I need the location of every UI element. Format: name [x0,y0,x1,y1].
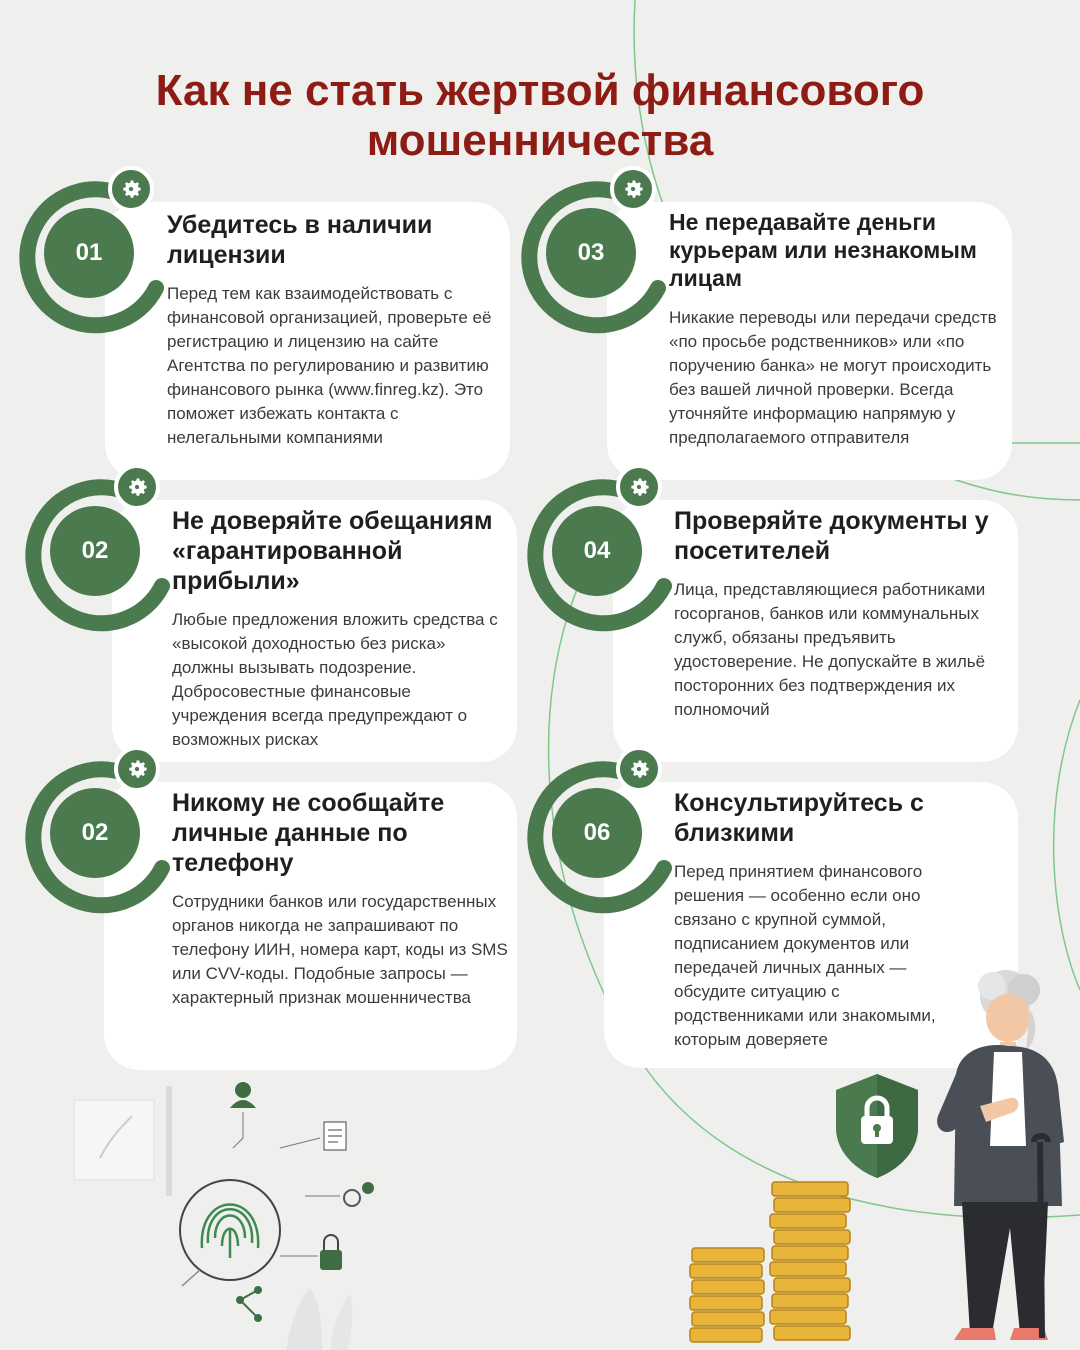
badge-number: 03 [546,208,636,298]
tip-card-title: Не доверяйте обещаниям «гарантированной прибыли» [172,507,493,595]
tip-card-body: Любые предложения вложить средства с «высокой доходностью без риска» должны вызывать подозрение. Добросовестные финансовые учреждения всегда предупреждают о возможных рисках [172,610,498,749]
tip-card-title: Не передавайте деньги курьерам или незнакомым лицам [669,209,977,291]
tip-card-body: Лица, представляющиеся работниками госорганов, банков или коммунальных служб, обязаны предъявить удостоверение. Не допускайте в жильё посторонних без подтверждения их полномочий [674,580,986,719]
badge-number: 04 [552,506,642,596]
tip-card-title: Убедитесь в наличии лицензии [167,211,433,269]
badge-number: 01 [44,208,134,298]
badge-number: 02 [50,506,140,596]
tip-badge-06 [522,758,682,918]
tip-card-title: Консультируйтесь с близкими [674,789,924,847]
page-title [0,66,1080,166]
page-title-line1: Как не стать жертвой финансового [155,66,925,115]
page-title-line2: мошенничества [366,116,714,165]
gear-icon [616,464,662,510]
gear-icon [610,166,656,212]
badge-number: 06 [552,788,642,878]
tip-badge-04 [522,476,682,636]
tip-badge-02b [20,758,180,918]
gear-icon [108,166,154,212]
shield-lock-icon [832,1070,922,1182]
tip-card-body: Никакие переводы или передачи средств «по просьбе родственников» или «по поручению банка» не могут происходить без вашей личной проверки. Всегда уточняйте информацию напрямую у предполагаемого отправителя [669,308,997,447]
tip-card-body: Сотрудники банков или государственных органов никогда не запрашивают по телефону ИИН, номера карт, коды из SMS или CVV-коды. Подобные запросы — характерный признак мошенничества [172,892,508,1007]
fingerprint-icon [70,1078,400,1350]
badge-number: 02 [50,788,140,878]
coin-stack-icon [684,1176,860,1350]
gear-icon [114,464,160,510]
tip-card-body: Перед тем как взаимодействовать с финансовой организацией, проверьте её регистрацию и лицензию на сайте Агентства по регулированию и развитию финансового рынка (www.finreg.kz). Это поможет избежать контакта с нелегальными компаниями [167,284,492,447]
gear-icon [616,746,662,792]
gear-icon [114,746,160,792]
tip-badge-03 [516,178,676,338]
tip-card-title: Никому не сообщайте личные данные по телефону [172,789,445,877]
tip-card-title: Проверяйте документы у посетителей [674,507,989,565]
tip-badge-01 [14,178,174,338]
elderly-woman-illustration [930,966,1080,1350]
tip-card-body: Перед принятием финансового решения — особенно если оно связано с крупной суммой, подписанием документов или передачей личных данных — обсудите ситуацию с родственниками или знакомыми, которым доверяете [674,862,936,1049]
tip-badge-02a [20,476,180,636]
